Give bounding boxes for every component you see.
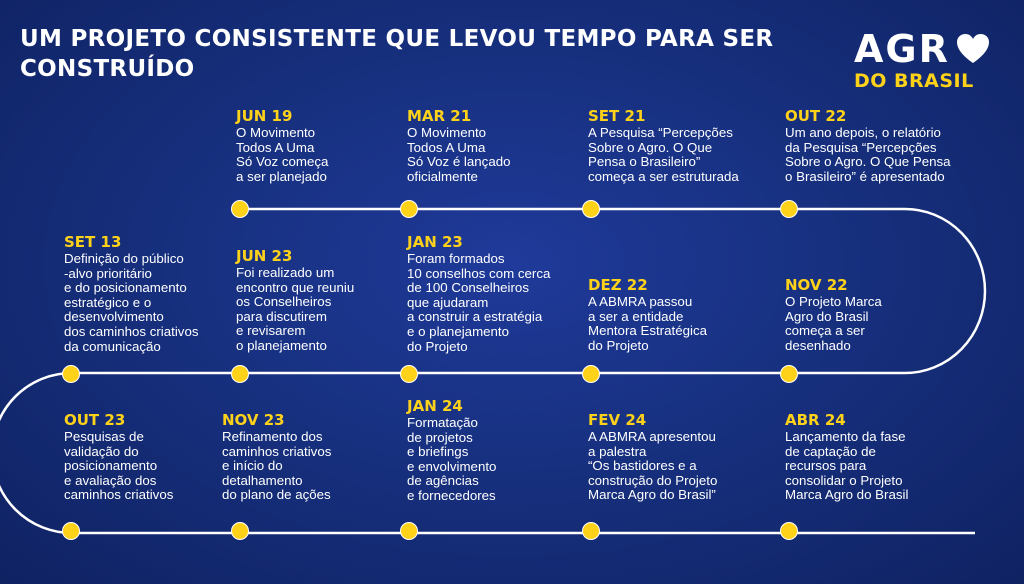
timeline-event (64, 234, 229, 354)
event-description: Lançamento da fase de captação de recursos para consolidar o Projeto Marca Agro do Brasil (785, 429, 909, 503)
timeline-dot (401, 523, 418, 540)
event-description: Formatação de projetos e briefings e envolvimento de agências e fornecedores (407, 415, 497, 503)
timeline-dot (232, 366, 249, 383)
timeline-event (785, 412, 985, 503)
event-description: O Movimento Todos A Uma Só Voz começa a ser planejado (236, 125, 329, 184)
timeline-dot (63, 523, 80, 540)
timeline-dot (232, 201, 249, 218)
event-date: OUT 23 (64, 411, 126, 429)
timeline-event (222, 412, 392, 503)
timeline-dot (583, 366, 600, 383)
event-date: JAN 24 (407, 397, 463, 415)
timeline-dot (781, 201, 798, 218)
event-date: NOV 23 (222, 411, 285, 429)
event-description: O Projeto Marca Agro do Brasil começa a ser desenhado (785, 294, 882, 353)
timeline-dot (401, 201, 418, 218)
timeline-dot (781, 523, 798, 540)
event-date: OUT 22 (785, 107, 847, 125)
event-date: JAN 23 (407, 233, 463, 251)
timeline-dot (781, 366, 798, 383)
timeline-event (407, 108, 577, 184)
timeline-event (588, 108, 778, 184)
timeline-event (236, 108, 396, 184)
event-date: SET 13 (64, 233, 122, 251)
event-description: O Movimento Todos A Uma Só Voz é lançado oficialmente (407, 125, 511, 184)
event-description: Pesquisas de validação do posicionamento e avaliação dos caminhos criativos (64, 429, 174, 503)
timeline-event (785, 108, 985, 184)
event-description: Foi realizado um encontro que reuniu os Conselheiros para discutirem e revisarem o planejamento (236, 265, 355, 353)
timeline-dot (63, 366, 80, 383)
event-date: FEV 24 (588, 411, 647, 429)
event-description: A ABMRA passou a ser a entidade Mentora Estratégica do Projeto (588, 294, 707, 353)
event-description: Um ano depois, o relatório da Pesquisa “Percepções Sobre o Agro. O Que Pensa o Brasileiro” é apresentado (785, 125, 951, 184)
page-title: UM PROJETO CONSISTENTE QUE LEVOU TEMPO PARA SER CONSTRUÍDO (20, 26, 774, 82)
timeline-dot (401, 366, 418, 383)
event-date: MAR 21 (407, 107, 472, 125)
event-date: ABR 24 (785, 411, 846, 429)
timeline-event (588, 277, 768, 353)
event-description: Refinamento dos caminhos criativos e início do detalhamento do plano de ações (222, 429, 332, 503)
timeline-dot (583, 201, 600, 218)
timeline-event (588, 412, 778, 503)
timeline-dot (583, 523, 600, 540)
timeline-event (236, 248, 401, 354)
event-description: Foram formados 10 conselhos com cerca de 100 Conselheiros que ajudaram a construir a estratégia e o planejamento do Projeto (407, 251, 551, 354)
event-date: NOV 22 (785, 276, 848, 294)
timeline-event (407, 234, 582, 354)
timeline-event (407, 398, 577, 504)
logo-bottom-text: DO BRASIL (854, 70, 974, 92)
timeline-dot (232, 523, 249, 540)
event-description: A Pesquisa “Percepções Sobre o Agro. O Que Pensa o Brasileiro” começa a ser estruturada (588, 125, 739, 184)
event-date: JUN 23 (236, 247, 293, 265)
timeline-event (785, 277, 965, 353)
event-date: DEZ 22 (588, 276, 648, 294)
event-date: SET 21 (588, 107, 646, 125)
timeline-event (64, 412, 214, 503)
event-date: JUN 19 (236, 107, 293, 125)
logo-top-text: AGR (854, 27, 950, 71)
event-description: Definição do público -alvo prioritário e do posicionamento estratégico e o desenvolvimento dos caminhos criativos da comunicação (64, 251, 199, 354)
event-description: A ABMRA apresentou a palestra “Os bastidores e a construção do Projeto Marca Agro do Brasil” (588, 429, 718, 503)
